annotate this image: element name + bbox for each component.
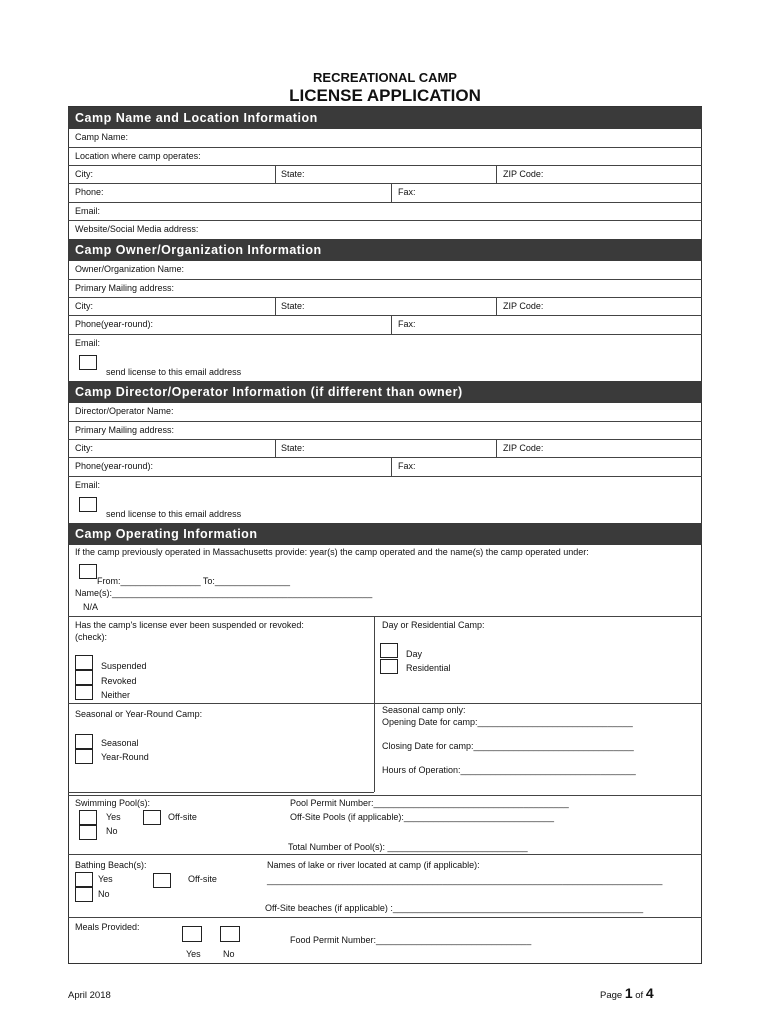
divider [275,298,276,316]
meals-yes-label: Yes [186,949,201,959]
pool-no-label: No [106,826,118,836]
beach-offsite-checkbox[interactable] [153,873,171,888]
previous-operation-checkbox[interactable] [79,564,97,579]
meals-block [68,918,702,964]
form-title: LICENSE APPLICATION [289,86,481,105]
seasonal-checkbox[interactable] [75,734,93,749]
camp-city-row[interactable] [68,166,702,184]
camp-name-label: Camp Name: [75,132,129,142]
owner-name-row[interactable] [68,261,702,280]
na-label: N/A [83,602,99,612]
page-label: Page [600,990,623,1001]
email-label: Email: [75,206,101,216]
pool-offsite-checkbox[interactable] [143,810,161,825]
opening-date-field[interactable]: Opening Date for camp:_______________________________ [382,717,633,727]
fax-label: Fax: [398,187,416,197]
section-header-owner: Camp Owner/Organization Information [68,239,702,261]
divider [374,617,375,704]
owner-phone-row[interactable] [68,316,702,335]
divider [391,184,392,203]
section-header-operating: Camp Operating Information [68,523,702,545]
camp-email-row[interactable] [68,203,702,221]
closing-date-field[interactable]: Closing Date for camp:________________________________ [382,741,634,751]
send-license-checkbox[interactable] [79,355,97,370]
director-city-row[interactable] [68,440,702,458]
beach-label: Bathing Beach(s): [75,860,147,870]
city-label: City: [75,443,93,453]
lake-label: Names of lake or river located at camp (if applicable): [267,860,480,870]
seasonal-label: Seasonal [101,738,139,748]
food-permit-field[interactable]: Food Permit Number:_______________________________ [290,935,532,945]
city-label: City: [75,301,93,311]
beach-block [68,855,702,918]
seasonal-only-label: Seasonal camp only: [382,705,466,715]
owner-email-row[interactable] [68,335,702,381]
owner-city-row[interactable] [68,298,702,316]
divider [496,166,497,184]
offsite-pools-field[interactable]: Off-Site Pools (if applicable):______________________________ [290,812,555,822]
hours-field[interactable]: Hours of Operation:___________________________________ [382,765,636,775]
of-label: of [635,990,644,1001]
fax-label: Fax: [398,319,416,329]
day-residential-question: Day or Residential Camp: [382,620,485,630]
meals-label: Meals Provided: [75,922,140,932]
owner-mailing-row[interactable] [68,280,702,298]
pool-yes-label: Yes [106,812,121,822]
zip-label: ZIP Code: [503,443,544,453]
email-label: Email: [75,338,101,348]
divider [391,316,392,335]
director-name-row[interactable] [68,403,702,422]
location-label: Location where camp operates: [75,151,201,161]
director-name-label: Director/Operator Name: [75,406,174,416]
suspended-question: Has the camp's license ever been suspended or revoked: [75,620,304,630]
email-label: Email: [75,480,101,490]
send-license-checkbox[interactable] [79,497,97,512]
total-pools-field[interactable]: Total Number of Pool(s): ____________________________ [288,842,528,852]
camp-name-row[interactable] [68,129,702,148]
website-label: Website/Social Media address: [75,224,199,234]
camp-location-row[interactable] [68,148,702,166]
divider [275,440,276,458]
page-indicator [600,985,654,1001]
meals-no-checkbox[interactable] [220,926,240,942]
day-label: Day [406,649,423,659]
form-subtitle: RECREATIONAL CAMP [313,70,457,85]
pools-block [68,795,702,855]
beach-no-label: No [98,889,110,899]
suspended-checkbox[interactable] [75,655,93,670]
owner-name-label: Owner/Organization Name: [75,264,185,274]
pool-permit-field[interactable]: Pool Permit Number:_______________________________________ [290,798,569,808]
pools-label: Swimming Pool(s): [75,798,151,808]
send-license-label: send license to this email address [106,509,242,519]
divider [496,440,497,458]
meals-yes-checkbox[interactable] [182,926,202,942]
pool-offsite-label: Off-site [168,812,197,822]
beach-yes-label: Yes [98,874,113,884]
section-header-camp-location: Camp Name and Location Information [68,107,702,129]
send-license-label: send license to this email address [106,367,242,377]
from-to-field[interactable]: From:________________ To:_______________ [97,576,291,586]
director-mailing-row[interactable] [68,422,702,440]
mailing-label: Primary Mailing address: [75,425,175,435]
neither-checkbox[interactable] [75,685,93,700]
check-label: (check): [75,632,108,642]
yearround-checkbox[interactable] [75,749,93,764]
revoked-checkbox[interactable] [75,670,93,685]
phone-label: Phone(year-round): [75,461,154,471]
pool-yes-checkbox[interactable] [79,810,97,825]
state-label: State: [281,169,305,179]
camp-phone-row[interactable] [68,184,702,203]
divider [391,458,392,477]
zip-label: ZIP Code: [503,301,544,311]
city-label: City: [75,169,93,179]
pool-no-checkbox[interactable] [79,825,97,840]
neither-label: Neither [101,690,131,700]
camp-web-row[interactable] [68,221,702,239]
offsite-beach-field[interactable]: Off-Site beaches (if applicable) :__________________________________________________ [265,903,644,913]
previous-operation-block [68,545,702,617]
previous-operation-label: If the camp previously operated in Massachusetts provide: year(s) the camp operated and the name(s) the camp operated under: [75,547,589,557]
yearround-label: Year-Round [101,752,149,762]
lake-field[interactable]: _______________________________________________________________________________ [267,875,663,885]
section-header-director: Camp Director/Operator Information (if different than owner) [68,381,702,403]
state-label: State: [281,301,305,311]
phone-label: Phone: [75,187,104,197]
zip-label: ZIP Code: [503,169,544,179]
footer-date: April 2018 [68,990,111,1001]
seasonal-question: Seasonal or Year-Round Camp: [75,709,203,719]
fax-label: Fax: [398,461,416,471]
divider [275,166,276,184]
director-phone-row[interactable] [68,458,702,477]
page-total: 4 [645,985,654,1001]
page-number: 1 [624,985,633,1001]
residential-checkbox[interactable] [380,659,398,674]
names-field[interactable]: Name(s):____________________________________________________ [75,588,373,598]
director-email-row[interactable] [68,477,702,523]
mailing-label: Primary Mailing address: [75,283,175,293]
phone-label: Phone(year-round): [75,319,154,329]
license-status-block [68,617,702,704]
day-checkbox[interactable] [380,643,398,658]
residential-label: Residential [406,663,451,673]
divider [68,792,374,793]
revoked-label: Revoked [101,676,137,686]
seasonal-block [68,704,702,792]
suspended-label: Suspended [101,661,147,671]
beach-offsite-label: Off-site [188,874,217,884]
divider [496,298,497,316]
beach-yes-checkbox[interactable] [75,872,93,887]
beach-no-checkbox[interactable] [75,887,93,902]
meals-no-label: No [223,949,235,959]
state-label: State: [281,443,305,453]
divider [374,704,375,792]
